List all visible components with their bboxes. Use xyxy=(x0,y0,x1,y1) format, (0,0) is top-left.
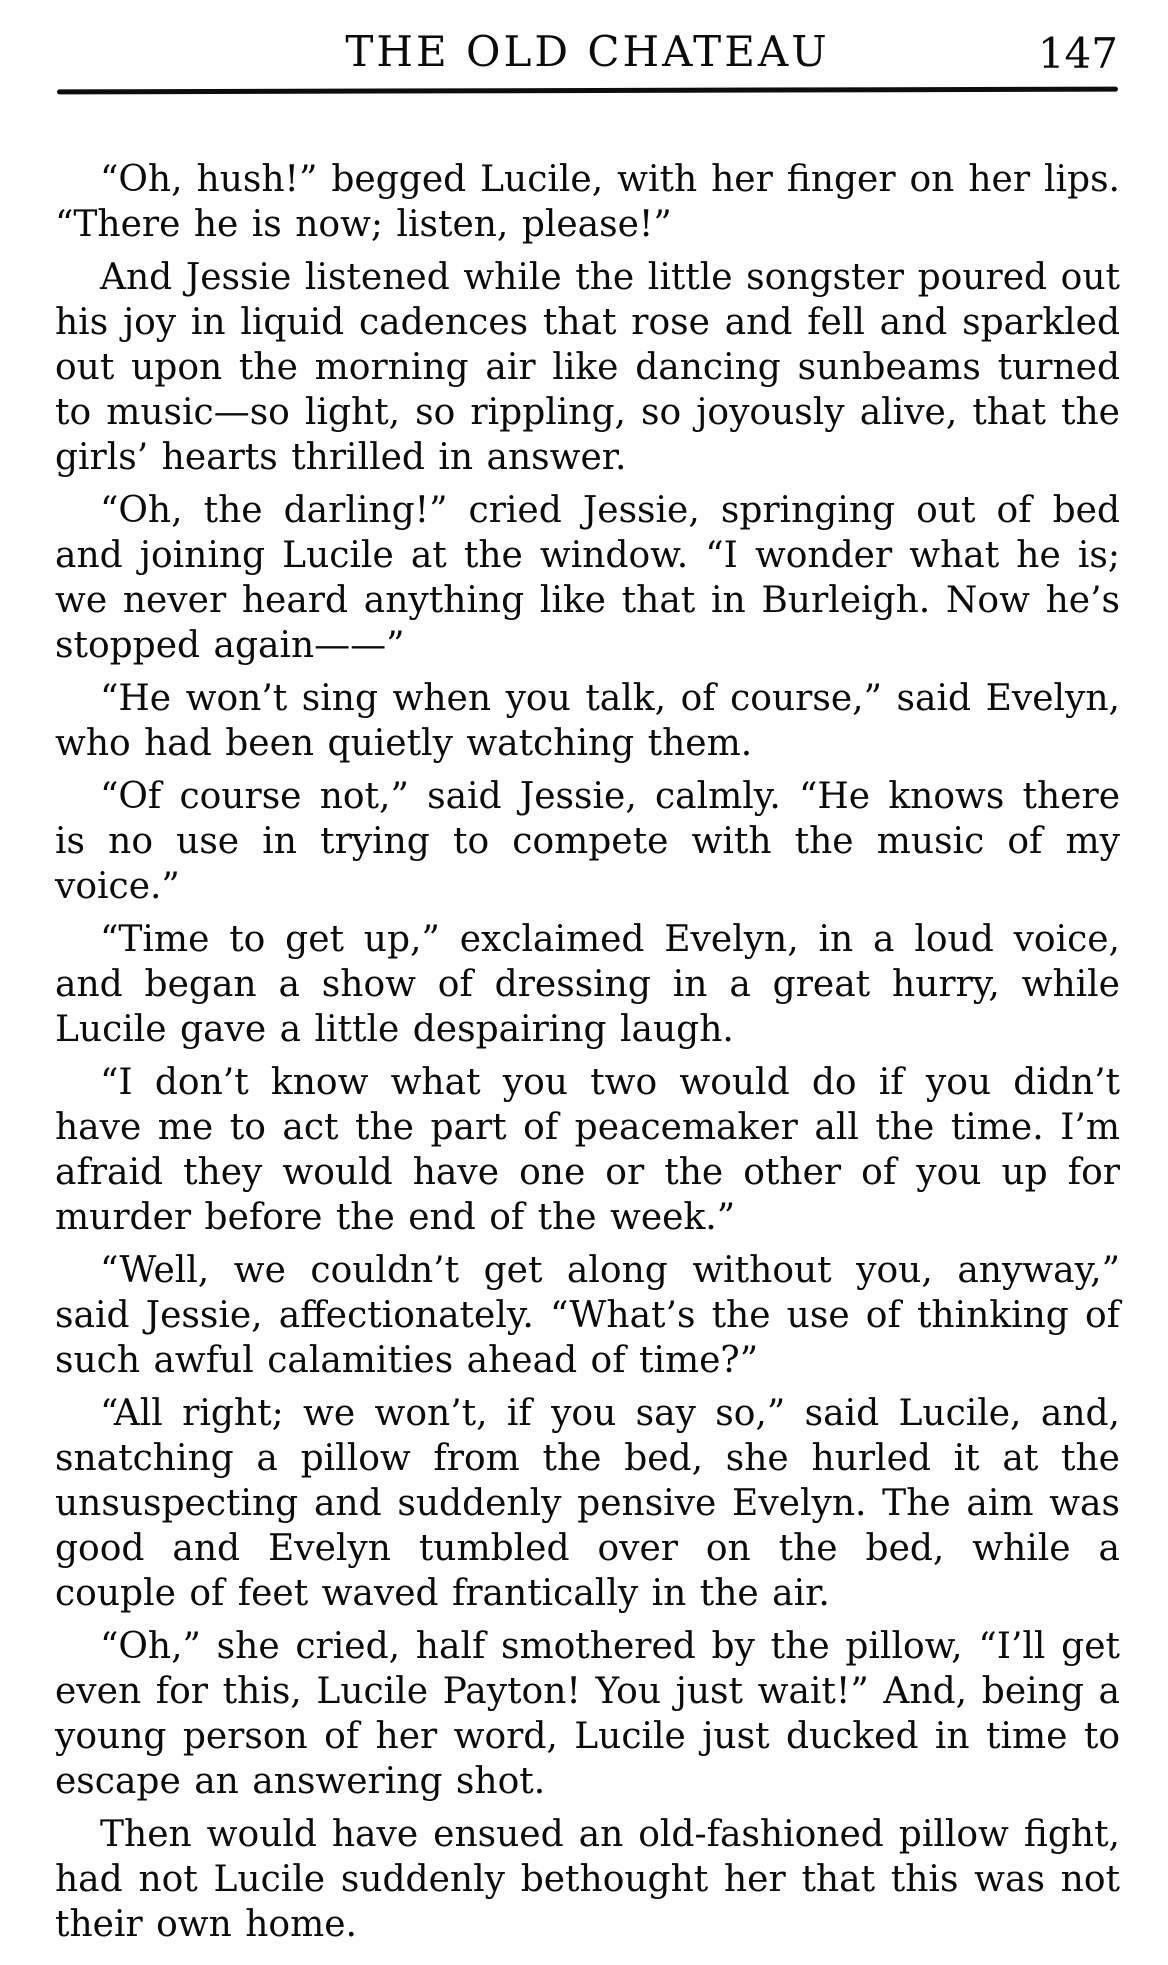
paragraph-11: Then would have ensued an old-fashioned pillow fight, had not Lucile suddenly bethought her that this was not their own home. xyxy=(55,1814,1120,1945)
running-title: THE OLD CHATEAU xyxy=(345,27,830,76)
body-text xyxy=(55,157,1120,1955)
paragraph-1: “Oh, hush!” begged Lucile, with her finger on her lips. “There he is now; listen, please!” xyxy=(55,159,1120,245)
paragraph-7: “I don’t know what you two would do if you didn’t have me to act the part of peacemaker all the time. I’m afraid they would have one or the other of you up for murder before the end of the week.” xyxy=(55,1062,1120,1238)
paragraph-8: “Well, we couldn’t get along without you, anyway,” said Jessie, affectionately. “What’s the use of thinking of such awful calamities ahead of time?” xyxy=(55,1250,1120,1381)
paragraph-10: “Oh,” she cried, half smothered by the pillow, “I’ll get even for this, Lucile Payton! You just wait!” And, being a young person of her word, Lucile just ducked in time to escape an answering shot. xyxy=(55,1626,1120,1802)
paragraph-5: “Of course not,” said Jessie, calmly. “He knows there is no use in trying to compete with the music of my voice.” xyxy=(55,776,1120,907)
page-header xyxy=(57,28,1118,80)
paragraph-6: “Time to get up,” exclaimed Evelyn, in a loud voice, and began a show of dressing in a great hurry, while Lucile gave a little despairing laugh. xyxy=(55,919,1120,1050)
paragraph-4: “He won’t sing when you talk, of course,” said Evelyn, who had been quietly watching them. xyxy=(55,678,1120,764)
paragraph-2: And Jessie listened while the little songster poured out his joy in liquid cadences that rose and fell and sparkled out upon the morning air like dancing sunbeams turned to music—so light, so rippling, so joyously alive, that the girls’ hearts thrilled in answer. xyxy=(55,257,1120,478)
paragraph-3: “Oh, the darling!” cried Jessie, springing out of bed and joining Lucile at the window. “I wonder what he is; we never heard anything like that in Burleigh. Now he’s stopped again——” xyxy=(55,490,1120,666)
page-number: 147 xyxy=(1037,29,1118,78)
paragraph-9: “All right; we won’t, if you say so,” said Lucile, and, snatching a pillow from the bed, she hurled it at the unsuspecting and suddenly pensive Evelyn. The aim was good and Evelyn tumbled over on the bed, while a couple of feet waved frantically in the air. xyxy=(55,1393,1120,1614)
header-rule xyxy=(57,87,1118,95)
